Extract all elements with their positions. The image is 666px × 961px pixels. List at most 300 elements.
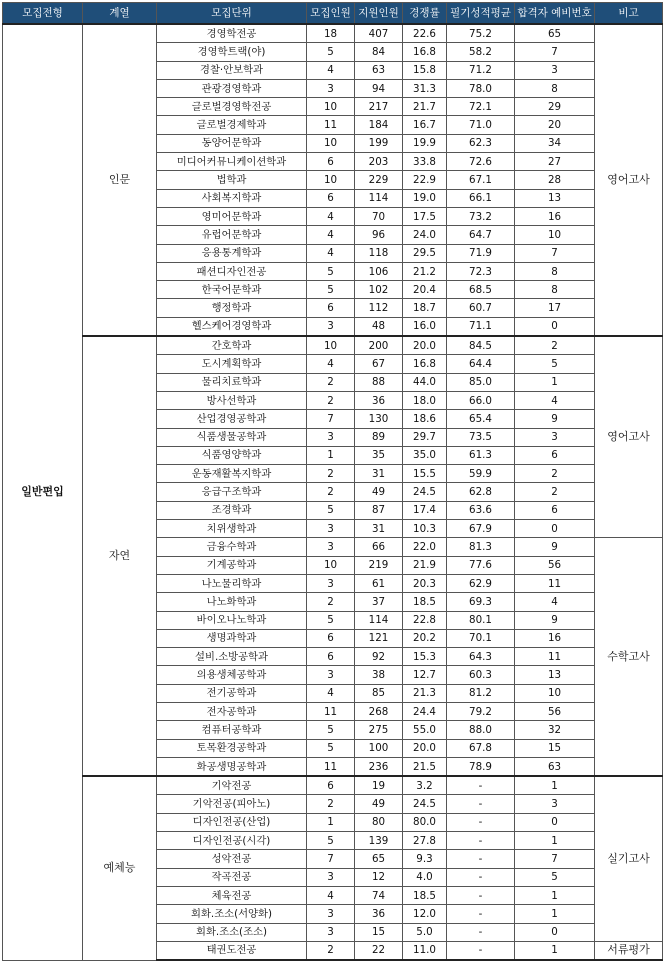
- waitlist-cell: 2: [515, 483, 595, 501]
- waitlist-cell: 7: [515, 850, 595, 868]
- written-avg-cell: -: [447, 868, 515, 886]
- applicants-cell: 114: [355, 611, 403, 629]
- ratio-cell: 12.7: [403, 666, 447, 684]
- waitlist-cell: 0: [515, 923, 595, 941]
- waitlist-cell: 56: [515, 556, 595, 574]
- waitlist-cell: 0: [515, 317, 595, 336]
- written-avg-cell: -: [447, 795, 515, 813]
- waitlist-cell: 32: [515, 721, 595, 739]
- note-cell: 영어고사: [595, 24, 663, 336]
- written-avg-cell: 78.0: [447, 79, 515, 97]
- ratio-cell: 20.0: [403, 336, 447, 355]
- ratio-cell: 11.0: [403, 941, 447, 960]
- quota-cell: 10: [307, 134, 355, 152]
- applicants-cell: 139: [355, 832, 403, 850]
- header-unit: 모집단위: [157, 3, 307, 25]
- applicants-cell: 88: [355, 373, 403, 391]
- written-avg-cell: 64.3: [447, 648, 515, 666]
- applicants-cell: 74: [355, 886, 403, 904]
- waitlist-cell: 7: [515, 43, 595, 61]
- unit-cell: 사회복지학과: [157, 189, 307, 207]
- quota-cell: 2: [307, 465, 355, 483]
- written-avg-cell: 70.1: [447, 629, 515, 647]
- ratio-cell: 21.3: [403, 684, 447, 702]
- quota-cell: 11: [307, 116, 355, 134]
- ratio-cell: 21.5: [403, 757, 447, 776]
- quota-cell: 3: [307, 317, 355, 336]
- waitlist-cell: 5: [515, 868, 595, 886]
- unit-cell: 한국어문학과: [157, 281, 307, 299]
- ratio-cell: 19.0: [403, 189, 447, 207]
- note-cell: 서류평가: [595, 941, 663, 960]
- ratio-cell: 27.8: [403, 832, 447, 850]
- applicants-cell: 85: [355, 684, 403, 702]
- quota-cell: 3: [307, 428, 355, 446]
- written-avg-cell: 80.1: [447, 611, 515, 629]
- written-avg-cell: 66.1: [447, 189, 515, 207]
- unit-cell: 방사선학과: [157, 391, 307, 409]
- written-avg-cell: 67.8: [447, 739, 515, 757]
- waitlist-cell: 3: [515, 61, 595, 79]
- written-avg-cell: 62.8: [447, 483, 515, 501]
- header-quota: 모집인원: [307, 3, 355, 25]
- unit-cell: 체육전공: [157, 886, 307, 904]
- quota-cell: 6: [307, 648, 355, 666]
- written-avg-cell: -: [447, 886, 515, 904]
- applicants-cell: 121: [355, 629, 403, 647]
- unit-cell: 태권도전공: [157, 941, 307, 960]
- ratio-cell: 15.3: [403, 648, 447, 666]
- written-avg-cell: 60.7: [447, 299, 515, 317]
- ratio-cell: 35.0: [403, 446, 447, 464]
- written-avg-cell: -: [447, 941, 515, 960]
- written-avg-cell: 69.3: [447, 593, 515, 611]
- track-cell: 예체능: [83, 776, 157, 960]
- written-avg-cell: 67.9: [447, 520, 515, 538]
- applicants-cell: 12: [355, 868, 403, 886]
- written-avg-cell: 71.2: [447, 61, 515, 79]
- written-avg-cell: 77.6: [447, 556, 515, 574]
- quota-cell: 3: [307, 905, 355, 923]
- ratio-cell: 22.8: [403, 611, 447, 629]
- quota-cell: 3: [307, 923, 355, 941]
- written-avg-cell: 88.0: [447, 721, 515, 739]
- waitlist-cell: 4: [515, 391, 595, 409]
- quota-cell: 5: [307, 43, 355, 61]
- unit-cell: 바이오나노학과: [157, 611, 307, 629]
- applicants-cell: 130: [355, 410, 403, 428]
- unit-cell: 디자인전공(산업): [157, 813, 307, 831]
- applicants-cell: 229: [355, 171, 403, 189]
- quota-cell: 1: [307, 813, 355, 831]
- quota-cell: 10: [307, 556, 355, 574]
- written-avg-cell: 81.3: [447, 538, 515, 556]
- unit-cell: 나노물리학과: [157, 574, 307, 592]
- ratio-cell: 20.3: [403, 574, 447, 592]
- applicants-cell: 38: [355, 666, 403, 684]
- unit-cell: 설비.소방공학과: [157, 648, 307, 666]
- unit-cell: 식품생물공학과: [157, 428, 307, 446]
- waitlist-cell: 2: [515, 465, 595, 483]
- waitlist-cell: 1: [515, 905, 595, 923]
- waitlist-cell: 6: [515, 501, 595, 519]
- unit-cell: 기계공학과: [157, 556, 307, 574]
- unit-cell: 의용생체공학과: [157, 666, 307, 684]
- applicants-cell: 200: [355, 336, 403, 355]
- waitlist-cell: 8: [515, 281, 595, 299]
- written-avg-cell: 64.7: [447, 226, 515, 244]
- applicants-cell: 87: [355, 501, 403, 519]
- applicants-cell: 61: [355, 574, 403, 592]
- unit-cell: 동양어문학과: [157, 134, 307, 152]
- applicants-cell: 84: [355, 43, 403, 61]
- ratio-cell: 18.6: [403, 410, 447, 428]
- ratio-cell: 15.8: [403, 61, 447, 79]
- waitlist-cell: 2: [515, 336, 595, 355]
- quota-cell: 2: [307, 373, 355, 391]
- waitlist-cell: 13: [515, 189, 595, 207]
- ratio-cell: 16.8: [403, 355, 447, 373]
- ratio-cell: 44.0: [403, 373, 447, 391]
- ratio-cell: 18.0: [403, 391, 447, 409]
- ratio-cell: 31.3: [403, 79, 447, 97]
- applicants-cell: 36: [355, 905, 403, 923]
- written-avg-cell: -: [447, 905, 515, 923]
- applicants-cell: 36: [355, 391, 403, 409]
- quota-cell: 18: [307, 24, 355, 43]
- ratio-cell: 16.7: [403, 116, 447, 134]
- quota-cell: 4: [307, 886, 355, 904]
- unit-cell: 경찰·안보학과: [157, 61, 307, 79]
- ratio-cell: 80.0: [403, 813, 447, 831]
- quota-cell: 5: [307, 721, 355, 739]
- written-avg-cell: 75.2: [447, 24, 515, 43]
- ratio-cell: 20.2: [403, 629, 447, 647]
- quota-cell: 10: [307, 336, 355, 355]
- written-avg-cell: 81.2: [447, 684, 515, 702]
- ratio-cell: 55.0: [403, 721, 447, 739]
- written-avg-cell: -: [447, 923, 515, 941]
- written-avg-cell: 61.3: [447, 446, 515, 464]
- applicants-cell: 94: [355, 79, 403, 97]
- unit-cell: 유럽어문학과: [157, 226, 307, 244]
- waitlist-cell: 13: [515, 666, 595, 684]
- applicants-cell: 114: [355, 189, 403, 207]
- ratio-cell: 33.8: [403, 153, 447, 171]
- waitlist-cell: 11: [515, 574, 595, 592]
- ratio-cell: 10.3: [403, 520, 447, 538]
- table-body: [3, 24, 663, 960]
- unit-cell: 회화.조소(조소): [157, 923, 307, 941]
- ratio-cell: 20.4: [403, 281, 447, 299]
- applicants-cell: 49: [355, 483, 403, 501]
- applicants-cell: 49: [355, 795, 403, 813]
- unit-cell: 간호학과: [157, 336, 307, 355]
- ratio-cell: 4.0: [403, 868, 447, 886]
- unit-cell: 금융수학과: [157, 538, 307, 556]
- waitlist-cell: 9: [515, 538, 595, 556]
- unit-cell: 운동재활복지학과: [157, 465, 307, 483]
- written-avg-cell: 73.2: [447, 207, 515, 225]
- applicants-cell: 217: [355, 98, 403, 116]
- applicants-cell: 118: [355, 244, 403, 262]
- applicants-cell: 275: [355, 721, 403, 739]
- quota-cell: 6: [307, 299, 355, 317]
- unit-cell: 식품영양학과: [157, 446, 307, 464]
- quota-cell: 10: [307, 98, 355, 116]
- applicants-cell: 48: [355, 317, 403, 336]
- applicants-cell: 35: [355, 446, 403, 464]
- written-avg-cell: 60.3: [447, 666, 515, 684]
- header-written-avg: 필기성적평균: [447, 3, 515, 25]
- written-avg-cell: 65.4: [447, 410, 515, 428]
- written-avg-cell: 71.1: [447, 317, 515, 336]
- applicants-cell: 96: [355, 226, 403, 244]
- ratio-cell: 21.2: [403, 262, 447, 280]
- unit-cell: 작곡전공: [157, 868, 307, 886]
- waitlist-cell: 0: [515, 813, 595, 831]
- waitlist-cell: 8: [515, 79, 595, 97]
- applicants-cell: 67: [355, 355, 403, 373]
- waitlist-cell: 4: [515, 593, 595, 611]
- unit-cell: 패션디자인전공: [157, 262, 307, 280]
- unit-cell: 디자인전공(시각): [157, 832, 307, 850]
- quota-cell: 5: [307, 739, 355, 757]
- written-avg-cell: 85.0: [447, 373, 515, 391]
- ratio-cell: 15.5: [403, 465, 447, 483]
- waitlist-cell: 20: [515, 116, 595, 134]
- unit-cell: 관광경영학과: [157, 79, 307, 97]
- applicants-cell: 19: [355, 776, 403, 795]
- quota-cell: 2: [307, 593, 355, 611]
- track-cell: 인문: [83, 24, 157, 336]
- ratio-cell: 9.3: [403, 850, 447, 868]
- quota-cell: 3: [307, 538, 355, 556]
- written-avg-cell: 64.4: [447, 355, 515, 373]
- note-cell: 실기고사: [595, 776, 663, 941]
- table-row: [3, 776, 663, 795]
- unit-cell: 행정학과: [157, 299, 307, 317]
- applicants-cell: 112: [355, 299, 403, 317]
- applicants-cell: 106: [355, 262, 403, 280]
- waitlist-cell: 6: [515, 446, 595, 464]
- ratio-cell: 29.5: [403, 244, 447, 262]
- quota-cell: 5: [307, 611, 355, 629]
- written-avg-cell: -: [447, 832, 515, 850]
- applicants-cell: 184: [355, 116, 403, 134]
- ratio-cell: 18.5: [403, 593, 447, 611]
- waitlist-cell: 15: [515, 739, 595, 757]
- unit-cell: 생명과학과: [157, 629, 307, 647]
- applicants-cell: 65: [355, 850, 403, 868]
- quota-cell: 3: [307, 666, 355, 684]
- waitlist-cell: 11: [515, 648, 595, 666]
- waitlist-cell: 1: [515, 776, 595, 795]
- written-avg-cell: 72.3: [447, 262, 515, 280]
- written-avg-cell: 58.2: [447, 43, 515, 61]
- written-avg-cell: 63.6: [447, 501, 515, 519]
- written-avg-cell: 72.1: [447, 98, 515, 116]
- ratio-cell: 16.8: [403, 43, 447, 61]
- written-avg-cell: 79.2: [447, 702, 515, 720]
- waitlist-cell: 17: [515, 299, 595, 317]
- header-admission-type: 모집전형: [3, 3, 83, 25]
- waitlist-cell: 29: [515, 98, 595, 116]
- unit-cell: 산업경영공학과: [157, 410, 307, 428]
- ratio-cell: 21.7: [403, 98, 447, 116]
- ratio-cell: 16.0: [403, 317, 447, 336]
- unit-cell: 응급구조학과: [157, 483, 307, 501]
- waitlist-cell: 56: [515, 702, 595, 720]
- unit-cell: 기악전공(피아노): [157, 795, 307, 813]
- unit-cell: 경영학트랙(야): [157, 43, 307, 61]
- applicants-cell: 203: [355, 153, 403, 171]
- waitlist-cell: 7: [515, 244, 595, 262]
- unit-cell: 조경학과: [157, 501, 307, 519]
- quota-cell: 6: [307, 189, 355, 207]
- waitlist-cell: 10: [515, 226, 595, 244]
- unit-cell: 응용통계학과: [157, 244, 307, 262]
- ratio-cell: 12.0: [403, 905, 447, 923]
- written-avg-cell: -: [447, 776, 515, 795]
- quota-cell: 4: [307, 207, 355, 225]
- quota-cell: 1: [307, 446, 355, 464]
- ratio-cell: 17.4: [403, 501, 447, 519]
- applicants-cell: 70: [355, 207, 403, 225]
- waitlist-cell: 10: [515, 684, 595, 702]
- written-avg-cell: 68.5: [447, 281, 515, 299]
- waitlist-cell: 8: [515, 262, 595, 280]
- unit-cell: 회화.조소(서양화): [157, 905, 307, 923]
- quota-cell: 6: [307, 776, 355, 795]
- waitlist-cell: 1: [515, 832, 595, 850]
- waitlist-cell: 28: [515, 171, 595, 189]
- quota-cell: 5: [307, 281, 355, 299]
- quota-cell: 11: [307, 757, 355, 776]
- applicants-cell: 199: [355, 134, 403, 152]
- applicants-cell: 100: [355, 739, 403, 757]
- applicants-cell: 407: [355, 24, 403, 43]
- waitlist-cell: 27: [515, 153, 595, 171]
- ratio-cell: 21.9: [403, 556, 447, 574]
- unit-cell: 도시계획학과: [157, 355, 307, 373]
- applicants-cell: 102: [355, 281, 403, 299]
- note-cell: 영어고사: [595, 336, 663, 538]
- quota-cell: 3: [307, 868, 355, 886]
- written-avg-cell: 78.9: [447, 757, 515, 776]
- unit-cell: 헬스케어경영학과: [157, 317, 307, 336]
- unit-cell: 미디어커뮤니케이션학과: [157, 153, 307, 171]
- quota-cell: 4: [307, 226, 355, 244]
- ratio-cell: 18.5: [403, 886, 447, 904]
- applicants-cell: 31: [355, 465, 403, 483]
- ratio-cell: 22.6: [403, 24, 447, 43]
- ratio-cell: 29.7: [403, 428, 447, 446]
- waitlist-cell: 3: [515, 428, 595, 446]
- applicants-cell: 268: [355, 702, 403, 720]
- written-avg-cell: 71.0: [447, 116, 515, 134]
- track-cell: 자연: [83, 336, 157, 776]
- ratio-cell: 22.0: [403, 538, 447, 556]
- unit-cell: 글로벌경영학전공: [157, 98, 307, 116]
- waitlist-cell: 1: [515, 941, 595, 960]
- header-row: [3, 3, 663, 25]
- ratio-cell: 19.9: [403, 134, 447, 152]
- header-ratio: 경쟁률: [403, 3, 447, 25]
- unit-cell: 토목환경공학과: [157, 739, 307, 757]
- ratio-cell: 22.9: [403, 171, 447, 189]
- unit-cell: 경영학전공: [157, 24, 307, 43]
- unit-cell: 영미어문학과: [157, 207, 307, 225]
- quota-cell: 4: [307, 244, 355, 262]
- unit-cell: 컴퓨터공학과: [157, 721, 307, 739]
- ratio-cell: 24.5: [403, 795, 447, 813]
- unit-cell: 글로벌경제학과: [157, 116, 307, 134]
- ratio-cell: 20.0: [403, 739, 447, 757]
- waitlist-cell: 1: [515, 886, 595, 904]
- unit-cell: 물리치료학과: [157, 373, 307, 391]
- quota-cell: 7: [307, 850, 355, 868]
- applicants-cell: 66: [355, 538, 403, 556]
- quota-cell: 2: [307, 483, 355, 501]
- applicants-cell: 15: [355, 923, 403, 941]
- unit-cell: 법학과: [157, 171, 307, 189]
- written-avg-cell: 71.9: [447, 244, 515, 262]
- quota-cell: 4: [307, 61, 355, 79]
- header-waitlist: 합격자 예비번호: [515, 3, 595, 25]
- unit-cell: 기악전공: [157, 776, 307, 795]
- ratio-cell: 24.4: [403, 702, 447, 720]
- ratio-cell: 24.0: [403, 226, 447, 244]
- applicants-cell: 80: [355, 813, 403, 831]
- quota-cell: 5: [307, 262, 355, 280]
- quota-cell: 3: [307, 574, 355, 592]
- quota-cell: 7: [307, 410, 355, 428]
- quota-cell: 11: [307, 702, 355, 720]
- quota-cell: 4: [307, 355, 355, 373]
- note-cell: 수학고사: [595, 538, 663, 776]
- written-avg-cell: 62.3: [447, 134, 515, 152]
- ratio-cell: 3.2: [403, 776, 447, 795]
- quota-cell: 2: [307, 795, 355, 813]
- waitlist-cell: 9: [515, 611, 595, 629]
- written-avg-cell: 59.9: [447, 465, 515, 483]
- ratio-cell: 18.7: [403, 299, 447, 317]
- ratio-cell: 24.5: [403, 483, 447, 501]
- quota-cell: 6: [307, 629, 355, 647]
- applicants-cell: 63: [355, 61, 403, 79]
- applicants-cell: 236: [355, 757, 403, 776]
- waitlist-cell: 1: [515, 373, 595, 391]
- written-avg-cell: 84.5: [447, 336, 515, 355]
- written-avg-cell: 72.6: [447, 153, 515, 171]
- ratio-cell: 5.0: [403, 923, 447, 941]
- written-avg-cell: 66.0: [447, 391, 515, 409]
- waitlist-cell: 65: [515, 24, 595, 43]
- waitlist-cell: 9: [515, 410, 595, 428]
- quota-cell: 4: [307, 684, 355, 702]
- written-avg-cell: 73.5: [447, 428, 515, 446]
- waitlist-cell: 16: [515, 629, 595, 647]
- unit-cell: 전자공학과: [157, 702, 307, 720]
- table-row: [3, 336, 663, 355]
- header-applicants: 지원인원: [355, 3, 403, 25]
- admission-results-table: [2, 2, 663, 961]
- waitlist-cell: 16: [515, 207, 595, 225]
- unit-cell: 전기공학과: [157, 684, 307, 702]
- unit-cell: 화공생명공학과: [157, 757, 307, 776]
- quota-cell: 5: [307, 832, 355, 850]
